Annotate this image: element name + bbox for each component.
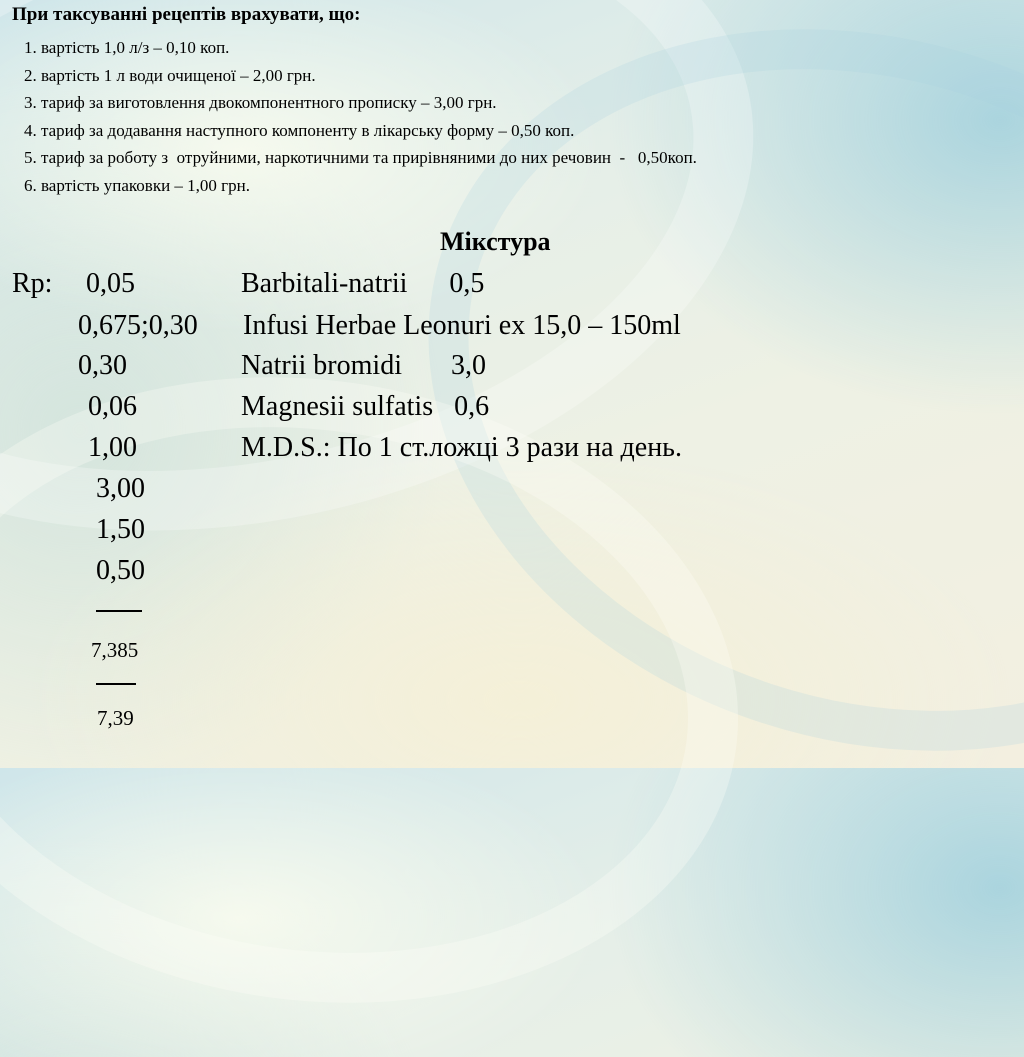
sum-divider bbox=[96, 610, 142, 612]
subtotal-value: 7,385 bbox=[91, 638, 139, 662]
page-heading: При таксуванні рецептів врахувати, що: bbox=[12, 4, 361, 25]
ingredient-line: Infusi Herbae Leonuri ex 15,0 – 150ml bbox=[243, 310, 681, 341]
ingredient-line: Magnesii sulfatis 0,6 bbox=[241, 391, 490, 422]
pricing-rules-list bbox=[24, 34, 697, 200]
rp-label: Rp: bbox=[12, 268, 53, 299]
price-value: 1,00 bbox=[88, 432, 137, 463]
sum-divider bbox=[96, 683, 136, 685]
list-item: 1. вартість 1,0 л/з – 0,10 коп. bbox=[24, 38, 230, 57]
price-value: 0,05 bbox=[86, 268, 135, 299]
list-item: 3. тариф за виготовлення двокомпонентного прописку – 3,00 грн. bbox=[24, 93, 497, 113]
total-value: 7,39 bbox=[97, 706, 134, 730]
price-value: 0,06 bbox=[88, 391, 137, 422]
list-item: 5. тариф за роботу з отруйними, наркотичними та прирівняними до них речовин - 0,50коп. bbox=[24, 148, 697, 168]
price-value: 0,675;0,30 bbox=[78, 310, 198, 341]
list-item: 6. вартість упаковки – 1,00 грн. bbox=[24, 175, 250, 195]
ingredient-line: Natrii bromidi 3,0 bbox=[241, 350, 486, 381]
price-value: 0,30 bbox=[78, 350, 127, 381]
ingredient-line: Barbitali-natrii 0,5 bbox=[241, 268, 485, 299]
ingredient-line: M.D.S.: По 1 ст.ложці 3 рази на день. bbox=[241, 432, 682, 463]
prescription-title: Мікстура bbox=[440, 227, 551, 256]
price-value: 0,50 bbox=[96, 555, 145, 586]
list-item: 4. тариф за додавання наступного компоненту в лікарську форму – 0,50 коп. bbox=[24, 120, 575, 140]
list-item: 2. вартість 1 л води очищеної – 2,00 грн. bbox=[24, 65, 316, 85]
price-value: 3,00 bbox=[96, 473, 145, 504]
price-value: 1,50 bbox=[96, 514, 145, 545]
